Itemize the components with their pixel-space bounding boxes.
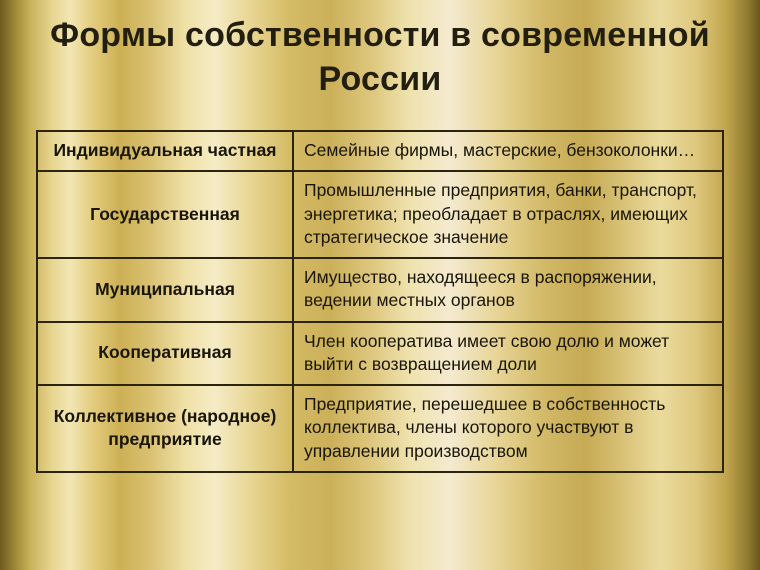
ownership-form-name: Государственная [37, 171, 293, 258]
ownership-form-description: Предприятие, перешедшее в собственность коллектива, члены которого участвуют в управлении производством [293, 385, 723, 472]
table-row [37, 131, 723, 171]
ownership-form-description: Семейные фирмы, мастерские, бензоколонки… [293, 131, 723, 171]
ownership-forms-table-container [36, 130, 724, 473]
table-row [37, 258, 723, 322]
ownership-form-name: Кооперативная [37, 322, 293, 386]
ownership-form-description: Член кооператива имеет свою долю и может выйти с возвращением доли [293, 322, 723, 386]
ownership-form-description: Имущество, находящееся в распоряжении, ведении местных органов [293, 258, 723, 322]
table-row [37, 385, 723, 472]
ownership-form-description: Промышленные предприятия, банки, транспорт, энергетика; преобладает в отраслях, имеющих стратегическое значение [293, 171, 723, 258]
table-row [37, 171, 723, 258]
ownership-form-name: Муниципальная [37, 258, 293, 322]
page-title: Формы собственности в современной России [50, 16, 710, 98]
ownership-forms-table [36, 130, 724, 473]
ownership-form-name: Коллективное (народное) предприятие [37, 385, 293, 472]
table-row [37, 322, 723, 386]
ownership-form-name: Индивидуальная частная [37, 131, 293, 171]
